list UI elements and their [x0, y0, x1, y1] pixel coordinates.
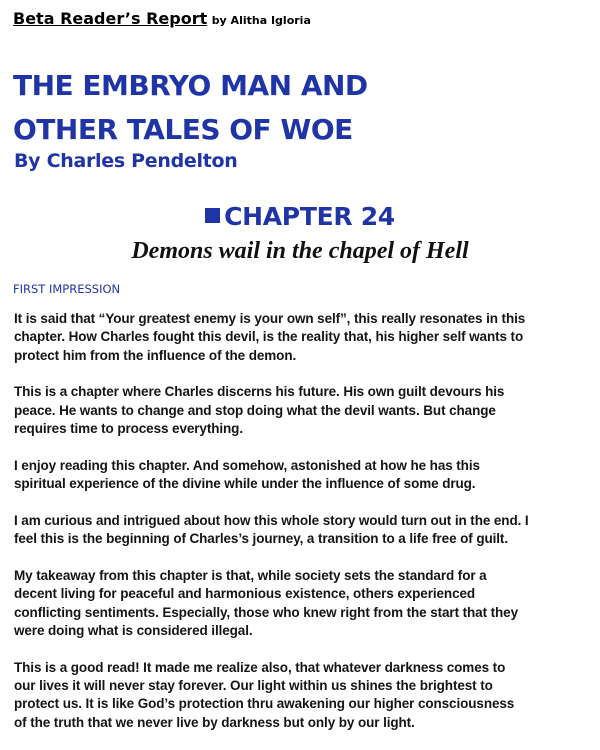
text-line: This is a chapter where Charles discerns his future. His own guilt devours his	[14, 384, 505, 400]
text-line: I am curious and intrigued about how this whole story would turn out in the end. I	[14, 512, 529, 528]
text-line: of the truth that we never live by darkness but only by our light.	[14, 714, 415, 730]
text-line: requires time to process everything.	[14, 420, 243, 436]
paragraph	[14, 512, 594, 549]
paragraph	[14, 457, 594, 494]
paragraph	[14, 567, 594, 640]
text-line: feel this is the beginning of Charles’s journey, a transition to a life free of guilt.	[14, 531, 508, 547]
report-header	[13, 9, 311, 29]
text-line: our lives it will never stay forever. Our light within us shines the brightest to	[14, 677, 493, 693]
book-title-line: OTHER TALES OF WOE	[13, 113, 353, 146]
paragraph	[14, 383, 594, 438]
section-label: FIRST IMPRESSION	[13, 282, 121, 296]
text-line: peace. He wants to change and stop doing what the devil wants. But change	[14, 402, 496, 418]
chapter-heading-text: CHAPTER 24	[224, 202, 395, 231]
text-line: spiritual experience of the divine while under the influence of some drug.	[14, 476, 476, 492]
text-line: protect him from the influence of the demon.	[14, 347, 297, 363]
text-line: chapter. How Charles fought this devil, is the reality that, his higher self wants to	[14, 329, 524, 345]
body-text	[14, 310, 594, 750]
chapter-subtitle: Demons wail in the chapel of Hell	[131, 238, 469, 264]
text-line: I enjoy reading this chapter. And somehow, astonished at how he has this	[14, 457, 480, 473]
text-line: were doing what is considered illegal.	[14, 622, 253, 638]
text-line: This is a good read! It made me realize also, that whatever darkness comes to	[14, 659, 506, 675]
paragraph	[14, 659, 594, 732]
book-title-line: THE EMBRYO MAN AND	[13, 69, 368, 102]
book-author: By Charles Pendelton	[14, 150, 238, 172]
text-line: decent living for peaceful and harmonious existence, others experienced	[14, 586, 476, 602]
book-title	[13, 64, 368, 152]
square-bullet-icon	[205, 208, 220, 223]
text-line: It is said that “Your greatest enemy is your own self”, this really resonates in this	[14, 311, 526, 326]
report-author: by Alitha Igloria	[211, 14, 311, 27]
chapter-heading	[0, 202, 600, 231]
report-title: Beta Reader’s Report	[13, 9, 208, 28]
text-line: conflicting sentiments. Especially, those who knew right from the start that they	[14, 604, 518, 620]
paragraph	[14, 310, 594, 365]
text-line: protect us. It is like God’s protection thru awakening our higher consciousness	[14, 696, 515, 712]
text-line: My takeaway from this chapter is that, while society sets the standard for a	[14, 567, 487, 583]
